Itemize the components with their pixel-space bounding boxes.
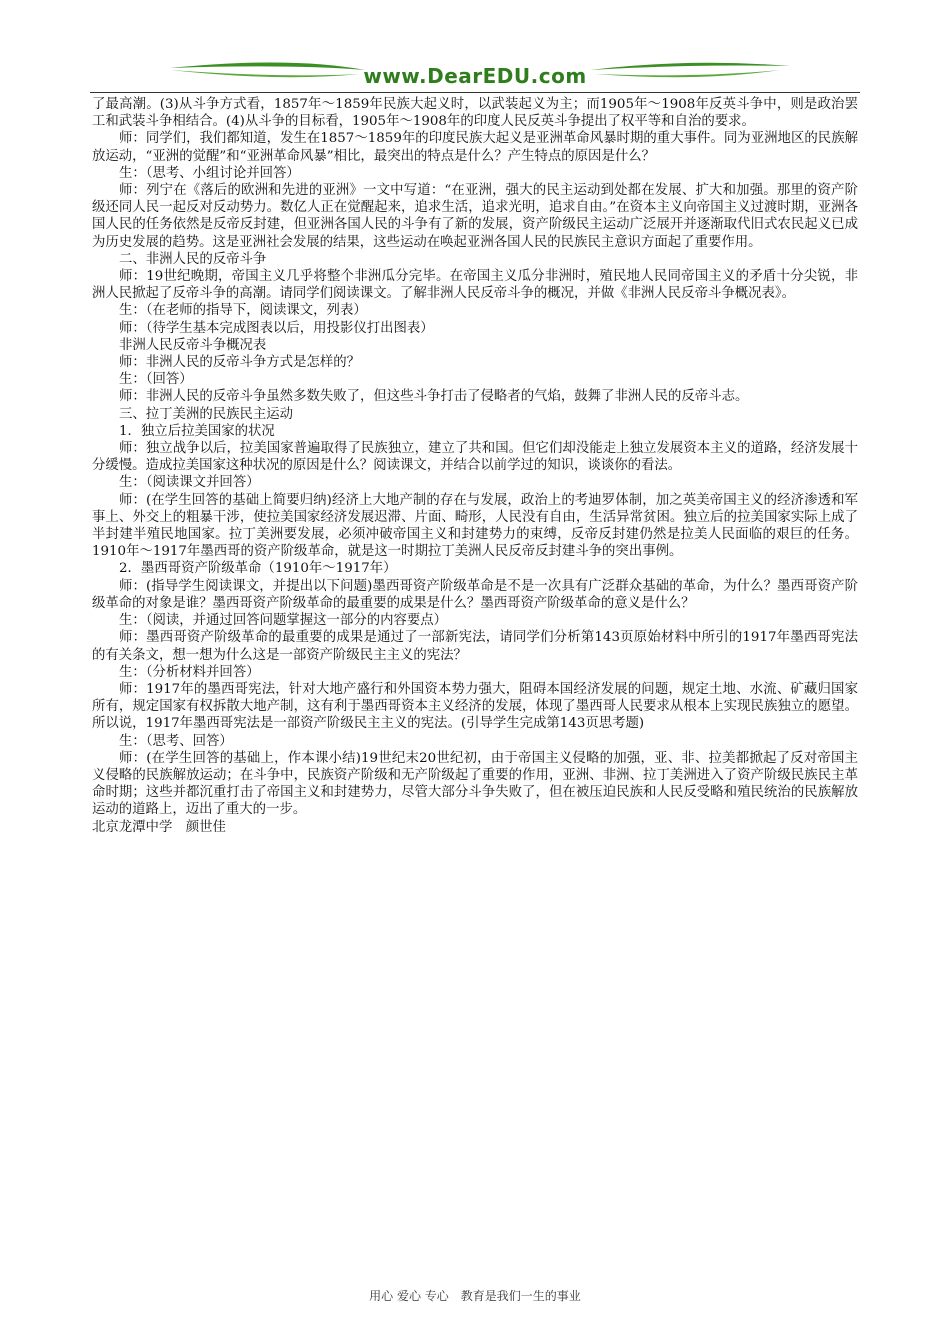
paragraph: 二、非洲人民的反帝斗争 <box>119 251 267 267</box>
paragraph: 生：（阅读，并通过回答问题掌握这一部分的内容要点） <box>119 613 448 629</box>
paragraph: 师：(在学生回答的基础上，作本课小结)19世纪末20世纪初，由于帝国主义侵略的加强，亚、非、拉美都掀起了反对帝国主义侵略的民族解放运动；在斗争中，民族资产阶级和无产阶级起了重要的作用，亚洲、非洲、拉丁美洲进入了资产阶级民族民主革命时期；这些并都沉重打击了帝国主义和封建势力，尽管大部分斗争失败了，但在被压迫民族和人民反受略和殖民统治的民族解放运动的道路上，迈出了重大的一步。 <box>92 750 858 818</box>
paragraph: 生：（思考、回答） <box>119 733 233 749</box>
paragraph: 生：（分析材料并回答） <box>119 664 260 680</box>
paragraph: 师：列宁在《落后的欧洲和先进的亚洲》一文中写道：“在亚洲，强大的民主运动到处都在发展、扩大和加强。那里的资产阶级还同人民一起反对反动势力。数亿人正在觉醒起来，追求生活，追求光明，追求自由。”在资本主义向帝国主义过渡时期，亚洲各国人民的任务依然是反帝反封建，但亚洲各国人民的斗争有了新的发展，资产阶级民主运动广泛展开并逐渐取代旧式农民起义已成为历史发展的趋势。这是亚洲社会发展的结果，这些运动在唤起亚洲各国人民的民族民主意识方面起了重要作用。 <box>92 183 858 250</box>
paragraph: 生：（在老师的指导下，阅读课文，列表） <box>119 303 367 319</box>
paragraph: 1．独立后拉美国家的状况 <box>119 423 275 439</box>
paragraph: 师：非洲人民的反帝斗争虽然多数失败了，但这些斗争打击了侵略者的气焰，鼓舞了非洲人民的反帝斗志。 <box>119 389 749 405</box>
paragraph: 师：(指导学生阅读课文，并提出以下问题)墨西哥资产阶级革命是不是一次具有广泛群众基础的革命，为什么？墨西哥资产阶级革命的对象是谁？墨西哥资产阶级革命的最重要的成果是什么？墨西哥资产阶级革命的意义是什么？ <box>92 578 858 611</box>
paragraph: 非洲人民反帝斗争概况表 <box>119 337 267 353</box>
document-body <box>92 96 858 836</box>
site-logo: www.DearEDU.com <box>363 64 587 88</box>
paragraph: 师：墨西哥资产阶级革命的最重要的成果是通过了一部新宪法，请同学们分析第143页原始材料中所引的1917年墨西哥宪法的有关条文，想一想为什么这是一部资产阶级民主主义的宪法？ <box>92 630 858 663</box>
paragraph: 师：19世纪晚期，帝国主义几乎将整个非洲瓜分完毕。在帝国主义瓜分非洲时，殖民地人民同帝国主义的矛盾十分尖锐，非洲人民掀起了反帝斗争的高潮。请同学们阅读课文。了解非洲人民反帝斗争的概况，并做《非洲人民反帝斗争概况表》。 <box>92 269 858 302</box>
paragraph: 师：（待学生基本完成图表以后，用投影仪打出图表） <box>119 320 434 336</box>
page-footer: 用心 爱心 专心 教育是我们一生的事业 <box>369 1289 581 1303</box>
paragraph: 师：1917年的墨西哥宪法，针对大地产盛行和外国资本势力强大，阻碍本国经济发展的问题，规定土地、水流、矿藏归国家所有，规定国家有权拆散大地产制，这有利于墨西哥资本主义经济的发展，体现了墨西哥人民要求从根本上实现民族独立的愿望。所以说，1917年墨西哥宪法是一部资产阶级民主主义的宪法。(引导学生完成第143页思考题) <box>92 681 858 732</box>
paragraph: 了最高潮。(3)从斗争方式看，1857年～1859年民族大起义时，以武装起义为主；而1905年～1908年反英斗争中，则是政治罢工和武装斗争相结合。(4)从斗争的目标看，1905年～1908年的印度人民反英斗争提出了权平等和自治的要求。 <box>92 97 858 130</box>
paragraph: 师：(在学生回答的基础上简要归纳)经济上大地产制的存在与发展，政治上的考迪罗体制，加之英美帝国主义的经济渗透和军事上、外交上的粗暴干涉，使拉美国家经济发展迟滞、片面、畸形，人民没有自由，生活异常贫困。独立后的拉美国家实际上成了半封建半殖民地国家。拉丁美洲要发展，必须冲破帝国主义和封建势力的束缚，反帝反封建仍然是拉美人民面临的艰巨的任务。1910年～1917年墨西哥的资产阶级革命，就是这一时期拉丁美洲人民反帝反封建斗争的突出事例。 <box>92 492 858 560</box>
header-rule <box>90 92 860 93</box>
paragraph: 生：（思考、小组讨论并回答） <box>119 165 300 181</box>
paragraph: 师：同学们，我们都知道，发生在1857～1859年的印度民族大起义是亚洲革命风暴时期的重大事件。同为亚洲地区的民族解放运动，“亚洲的觉醒”和“亚洲革命风暴”相比，最突出的特点是什么？产生特点的原因是什么？ <box>92 131 858 164</box>
paragraph: 北京龙潭中学 颜世佳 <box>92 819 226 835</box>
paragraph: 2．墨西哥资产阶级革命（1910年～1917年） <box>119 561 397 577</box>
paragraph: 师：非洲人民的反帝斗争方式是怎样的？ <box>119 355 361 371</box>
paragraph: 生：（回答） <box>119 372 193 388</box>
paragraph: 师：独立战争以后，拉美国家普遍取得了民族独立，建立了共和国。但它们却没能走上独立发展资本主义的道路，经济发展十分缓慢。造成拉美国家这种状况的原因是什么？阅读课文，并结合以前学过的知识，谈谈你的看法。 <box>92 441 858 474</box>
paragraph: 生：（阅读课文并回答） <box>119 475 260 491</box>
paragraph: 三、拉丁美洲的民族民主运动 <box>119 406 294 422</box>
